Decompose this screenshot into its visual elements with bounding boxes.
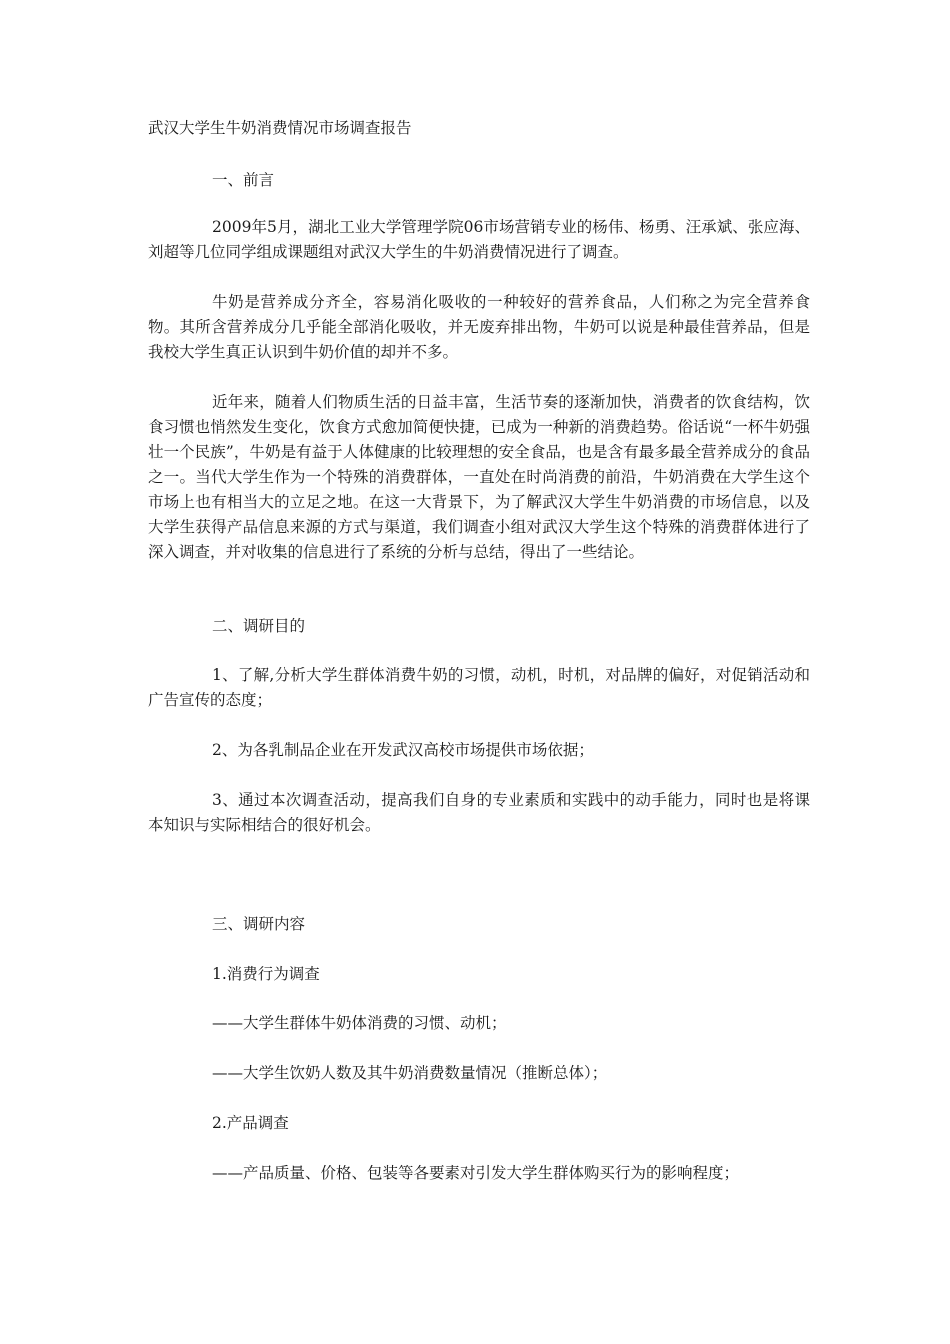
paragraph-background: 近年来，随着人们物质生活的日益丰富，生活节奏的逐渐加快，消费者的饮食结构，饮食习惯也悄然发生变化，饮食方式愈加简便快捷，已成为一种新的消费趋势。俗话说“一杯牛奶强壮一个民族”，牛奶是有益于人体健康的比较理想的安全食品，也是含有最多最全营养成分的食品之一。当代大学生作为一个特殊的消费群体，一直处在时尚消费的前沿，牛奶消费在大学生这个市场上也有相当大的立足之地。在这一大背景下，为了解武汉大学生牛奶消费的市场信息，以及大学生获得产品信息来源的方式与渠道，我们调查小组对武汉大学生这个特殊的消费群体进行了深入调查，并对收集的信息进行了系统的分析与总结，得出了一些结论。 xyxy=(148,393,810,561)
section-heading-content: 三、调研内容 xyxy=(212,915,306,933)
paragraph-milk-nutrition: 牛奶是营养成分齐全，容易消化吸收的一种较好的营养食品，人们称之为完全营养食物。其所含营养成分几乎能全部消化吸收，并无废弃排出物，牛奶可以说是种最佳营养品，但是我校大学生真正认识到牛奶价值的却并不多。 xyxy=(148,293,810,361)
purpose-item-2: 2、为各乳制品企业在开发武汉高校市场提供市场依据； xyxy=(212,741,594,759)
paragraph-intro: 2009年5月，湖北工业大学管理学院06市场营销专业的杨伟、杨勇、汪承斌、张应海、刘超等几位同学组成课题组对武汉大学生的牛奶消费情况进行了调查。 xyxy=(148,218,810,261)
content-item-quantity: ——大学生饮奶人数及其牛奶消费数量情况（推断总体）； xyxy=(212,1064,608,1082)
section-heading-preface: 一、前言 xyxy=(212,171,275,189)
subsection-heading-consumption: 1.消费行为调查 xyxy=(212,965,320,983)
purpose-item-3: 3、通过本次调查活动，提高我们自身的专业素质和实践中的动手能力，同时也是将课本知识与实际相结合的很好机会。 xyxy=(148,791,810,834)
subsection-heading-product: 2.产品调查 xyxy=(212,1114,289,1132)
section-heading-purpose: 二、调研目的 xyxy=(212,617,306,635)
document-title: 武汉大学生牛奶消费情况市场调查报告 xyxy=(148,119,412,137)
content-item-habits: ——大学生群体牛奶体消费的习惯、动机； xyxy=(212,1014,507,1032)
content-item-product-factors: ——产品质量、价格、包装等各要素对引发大学生群体购买行为的影响程度； xyxy=(212,1164,740,1182)
purpose-item-1: 1、了解,分析大学生群体消费牛奶的习惯，动机，时机，对品牌的偏好，对促销活动和广告宣传的态度； xyxy=(148,666,810,709)
